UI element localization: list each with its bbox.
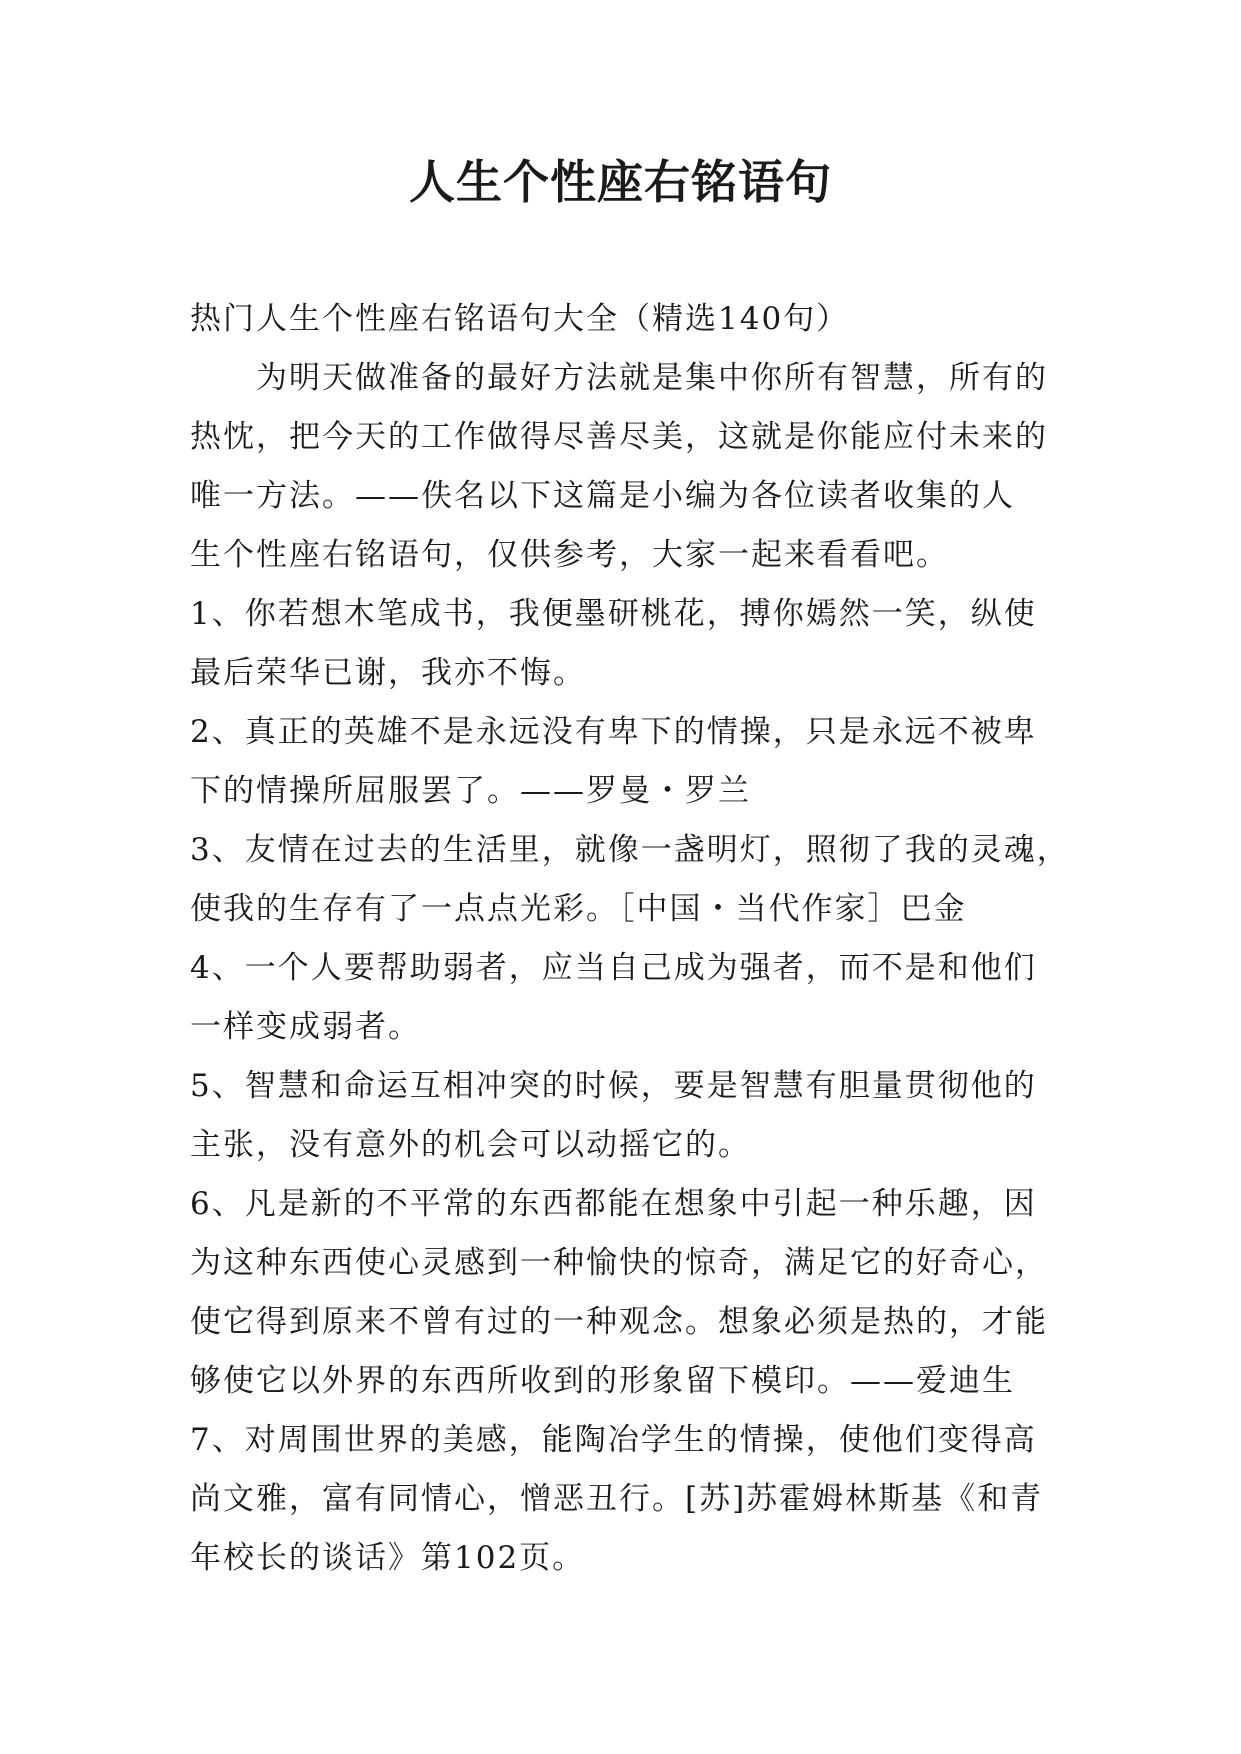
- quote-line: 下的情操所屈服罢了。——罗曼・罗兰: [190, 773, 751, 809]
- intro-line: 热忱，把今天的工作做得尽善尽美，这就是你能应付未来的: [190, 419, 1048, 455]
- quote-line: 1、你若想木笔成书，我便墨研桃花，搏你嫣然一笑，纵使: [190, 596, 1037, 632]
- quote-line: 主张，没有意外的机会可以动摇它的。: [190, 1127, 751, 1163]
- quote-line: 7、对周围世界的美感，能陶冶学生的情操，使他们变得高: [190, 1422, 1037, 1458]
- quote-line: 年校长的谈话》第102页。: [190, 1540, 586, 1576]
- document-body: [190, 290, 1070, 1588]
- quote-line: 5、智慧和命运互相冲突的时候，要是智慧有胆量贯彻他的: [190, 1068, 1037, 1104]
- intro-line: 唯一方法。——佚名以下这篇是小编为各位读者收集的人: [190, 478, 1015, 514]
- intro-line: 为明天做准备的最好方法就是集中你所有智慧，所有的: [256, 360, 1048, 396]
- quote-line: 使我的生存有了一点点光彩。［中国・当代作家］巴金: [190, 891, 967, 927]
- quote-line: 尚文雅，富有同情心，憎恶丑行。[苏]苏霍姆林斯基《和青: [190, 1481, 1044, 1517]
- quote-line: 最后荣华已谢，我亦不悔。: [190, 655, 586, 691]
- subtitle-line: 热门人生个性座右铭语句大全（精选140句）: [190, 301, 850, 337]
- document-title: 人生个性座右铭语句: [409, 155, 832, 209]
- quote-line: 一样变成弱者。: [190, 1009, 421, 1045]
- quote-line: 使它得到原来不曾有过的一种观念。想象必须是热的，才能: [190, 1304, 1048, 1340]
- quote-line: 为这种东西使心灵感到一种愉快的惊奇，满足它的好奇心，: [190, 1245, 1048, 1281]
- quote-line: 够使它以外界的东西所收到的形象留下模印。——爱迪生: [190, 1363, 1015, 1399]
- quote-line: 6、凡是新的不平常的东西都能在想象中引起一种乐趣，因: [190, 1186, 1037, 1222]
- quote-line: 3、友情在过去的生活里，就像一盏明灯，照彻了我的灵魂，: [190, 832, 1070, 868]
- intro-line: 生个性座右铭语句，仅供参考，大家一起来看看吧。: [190, 537, 949, 573]
- quote-line: 2、真正的英雄不是永远没有卑下的情操，只是永远不被卑: [190, 714, 1037, 750]
- quote-line: 4、一个人要帮助弱者，应当自己成为强者，而不是和他们: [190, 950, 1037, 986]
